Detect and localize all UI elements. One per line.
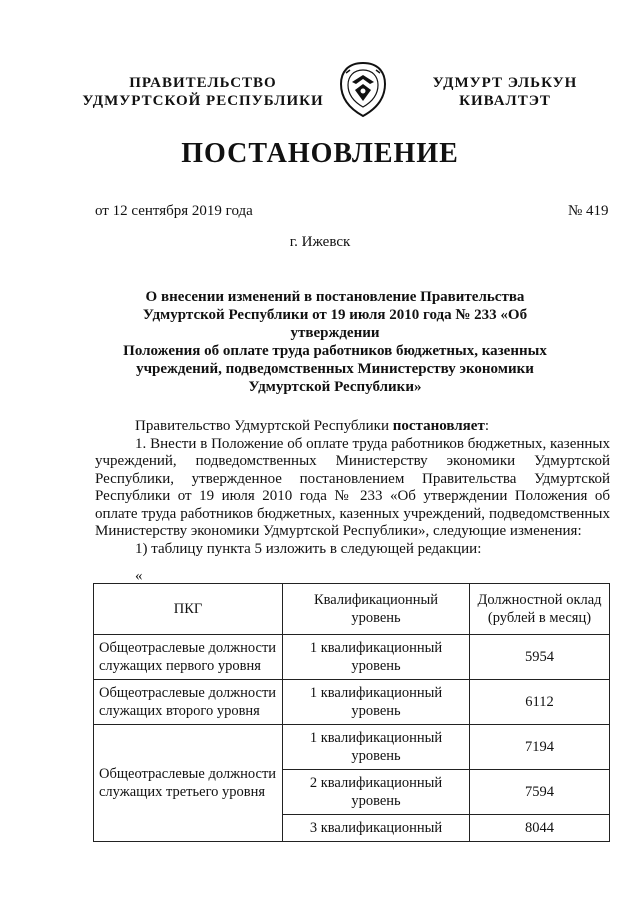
- header-right-line1: УДМУРТ ЭЛЬКУН: [432, 75, 578, 91]
- level-cell: 1 квалификационный уровень: [283, 680, 470, 725]
- table-row: [94, 725, 610, 770]
- intro-bold: постановляет: [392, 418, 485, 434]
- subject-line: Удмуртской Республики от 19 июля 2010 года № 233 «Об утверждении: [142, 307, 528, 341]
- intro-text: Правительство Удмуртской Республики: [135, 418, 393, 434]
- subject-line: Положения об оплате труда работников бюджетных, казенных: [123, 343, 547, 359]
- table-row: [94, 680, 610, 725]
- salary-cell: 7594: [470, 770, 610, 815]
- subject-line: О внесении изменений в постановление Правительства: [145, 289, 525, 305]
- item-1-1-paragraph: 1) таблицу пункта 5 изложить в следующей редакции:: [135, 540, 482, 557]
- salary-cell: 6112: [470, 680, 610, 725]
- pkg-name-cell: Общеотраслевые должности служащих первого уровня: [94, 635, 283, 680]
- intro-colon: :: [484, 418, 489, 434]
- header-pkg: ПКГ: [94, 584, 283, 635]
- table-row: [94, 635, 610, 680]
- salary-cell: 7194: [470, 725, 610, 770]
- opening-quote: «: [135, 568, 143, 584]
- document-body: [95, 418, 610, 558]
- pkg-name-cell: Общеотраслевые должности служащих второго уровня: [94, 680, 283, 725]
- salary-table: [93, 583, 610, 842]
- header-left-line2: УДМУРТСКОЙ РЕСПУБЛИКИ: [82, 93, 324, 109]
- document-subject: [100, 288, 570, 396]
- document-date: от 12 сентября 2019 года: [95, 203, 253, 219]
- subject-line: учреждений, подведомственных Министерству экономики: [136, 361, 534, 377]
- level-cell: 1 квалификационный уровень: [283, 725, 470, 770]
- level-cell: 3 квалификационный: [283, 815, 470, 842]
- document-title: ПОСТАНОВЛЕНИЕ: [181, 138, 459, 169]
- header-left: [78, 74, 328, 110]
- table-header-row: [94, 584, 610, 635]
- header-salary: Должностной оклад (рублей в месяц): [470, 584, 610, 635]
- header-level: Квалификационный уровень: [283, 584, 470, 635]
- document-number: № 419: [568, 203, 609, 219]
- level-cell: 1 квалификационный уровень: [283, 635, 470, 680]
- header-right-line2: КИВАЛТЭТ: [459, 93, 551, 109]
- header-right: [420, 74, 590, 110]
- subject-line: Удмуртской Республики»: [248, 379, 422, 395]
- salary-cell: 5954: [470, 635, 610, 680]
- header-left-line1: ПРАВИТЕЛЬСТВО: [129, 75, 277, 91]
- pkg-name-cell: Общеотраслевые должности служащих третьего уровня: [94, 725, 283, 842]
- salary-cell: 8044: [470, 815, 610, 842]
- intro-paragraph: [95, 418, 610, 436]
- level-cell: 2 квалификационный уровень: [283, 770, 470, 815]
- item-1-paragraph: 1. Внести в Положение об оплате труда работников бюджетных, казенных учреждений, подведомственных Министерству экономики Удмуртской Республики, утвержденное постановлением Правительства Удмуртской Республики от 19 июля 2010 года № 233 «Об утверждении Положения об оплате труда работников бюджетных, казенных учреждений, подведомственных Министерству экономики Удмуртской Республики», следующие изменения:: [95, 435, 610, 539]
- coat-of-arms-icon: [338, 60, 388, 118]
- document-city: г. Ижевск: [289, 234, 351, 250]
